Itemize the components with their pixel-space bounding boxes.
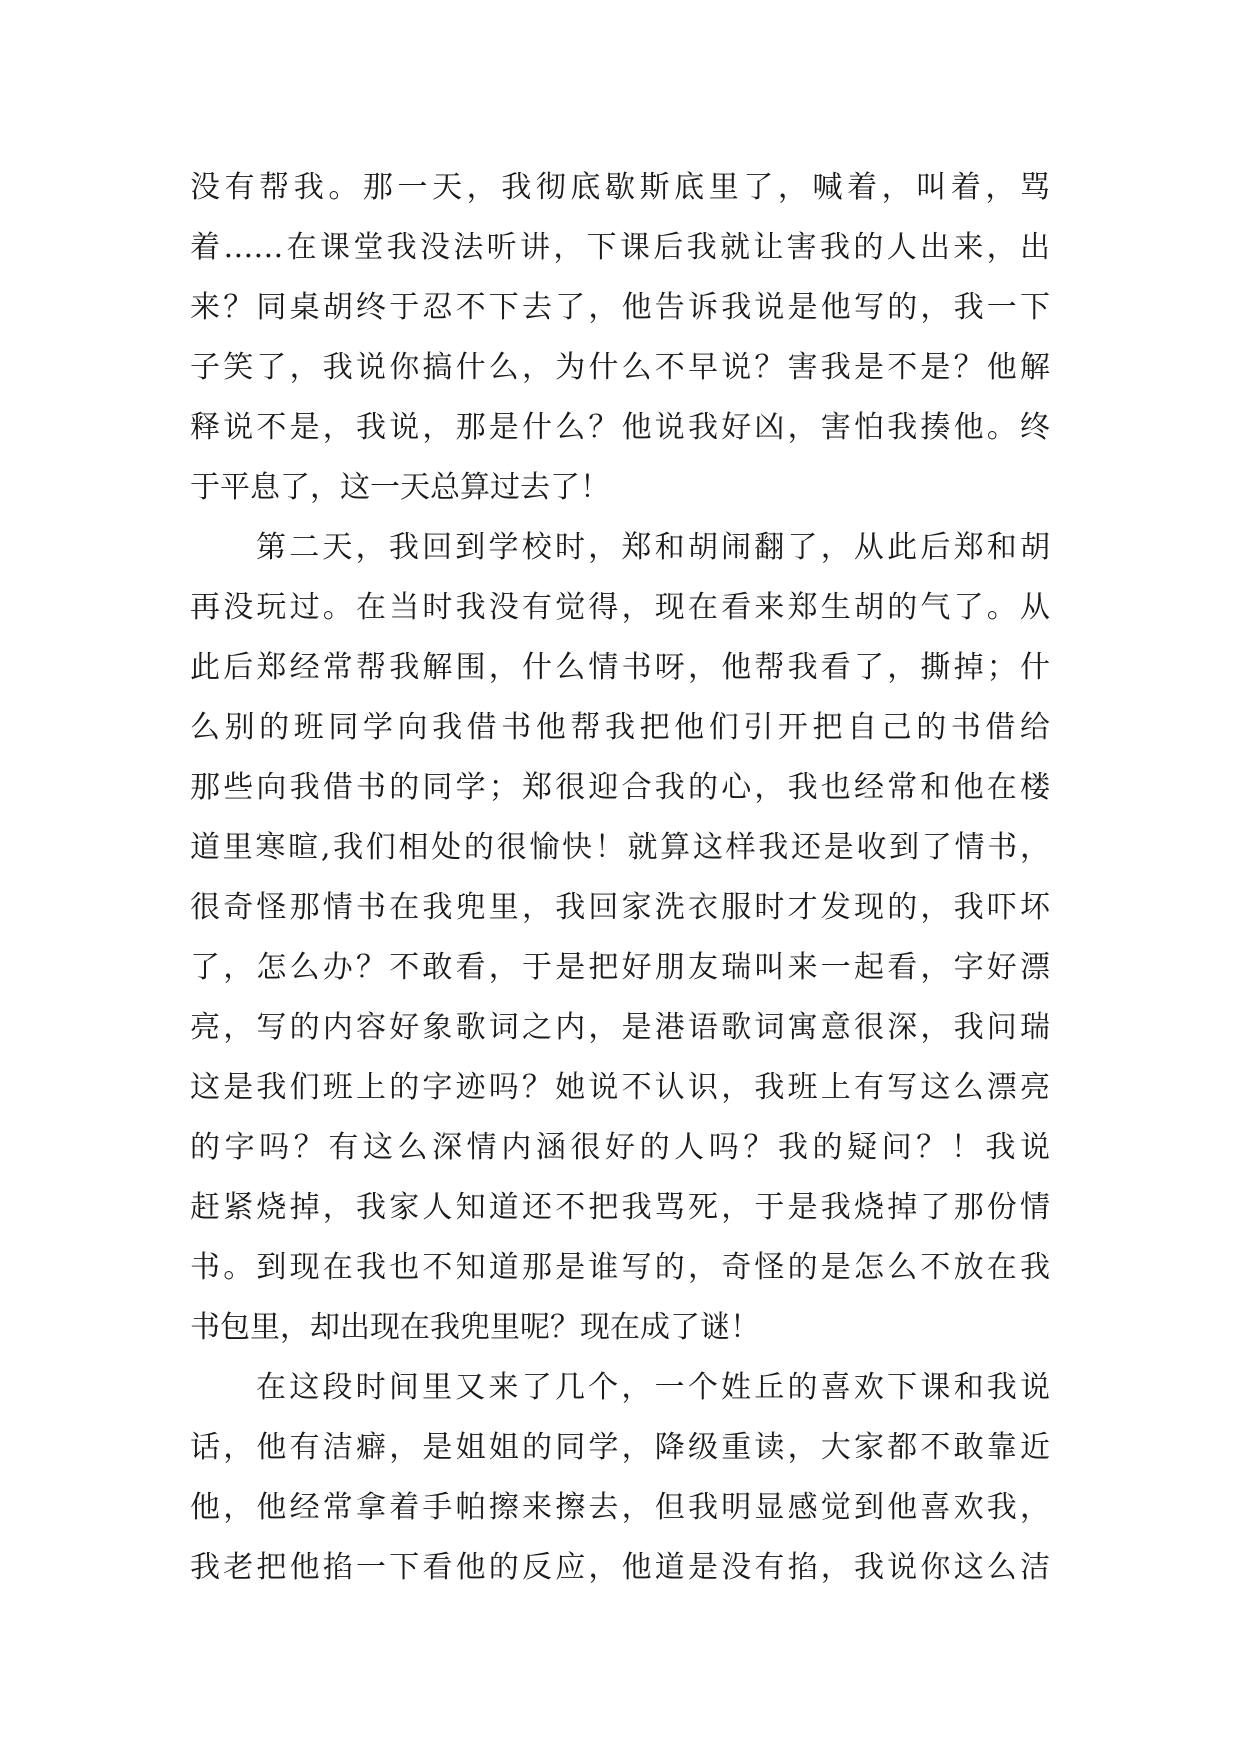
text-line: 那些向我借书的同学；郑很迎合我的心，我也经常和他在楼 bbox=[190, 770, 1050, 805]
text-line: 我老把他掐一下看他的反应，他道是没有掐，我说你这么洁 bbox=[190, 1550, 1050, 1585]
paragraph-first-line: 在这段时间里又来了几个，一个姓丘的喜欢下课和我说 bbox=[256, 1370, 1050, 1405]
text-line: 书。到现在我也不知道那是谁写的，奇怪的是怎么不放在我 bbox=[190, 1250, 1050, 1285]
text-line: 的字吗？有这么深情内涵很好的人吗？我的疑问？！我说 bbox=[190, 1130, 1050, 1165]
text-line: 此后郑经常帮我解围，什么情书呀，他帮我看了，撕掉；什 bbox=[190, 650, 1050, 685]
text-line: 子笑了，我说你搞什么，为什么不早说？害我是不是？他解 bbox=[190, 350, 1050, 385]
text-line: 了，怎么办？不敢看，于是把好朋友瑞叫来一起看，字好漂 bbox=[190, 950, 1050, 985]
text-line: 于平息了，这一天总算过去了！ bbox=[190, 470, 610, 505]
text-line: 道里寒暄,我们相处的很愉快！就算这样我还是收到了情书， bbox=[190, 830, 1050, 865]
text-line: 来？同桌胡终于忍不下去了，他告诉我说是他写的，我一下 bbox=[190, 290, 1050, 325]
text-line: 亮，写的内容好象歌词之内，是港语歌词寓意很深，我问瑞 bbox=[190, 1010, 1050, 1045]
text-line: 着……在课堂我没法听讲，下课后我就让害我的人出来，出 bbox=[190, 230, 1050, 265]
text-line: 么别的班同学向我借书他帮我把他们引开把自己的书借给 bbox=[190, 710, 1050, 745]
text-line: 这是我们班上的字迹吗？她说不认识，我班上有写这么漂亮 bbox=[190, 1070, 1050, 1105]
text-line: 很奇怪那情书在我兜里，我回家洗衣服时才发现的，我吓坏 bbox=[190, 890, 1050, 925]
document-body-text bbox=[190, 158, 1050, 1598]
text-line: 再没玩过。在当时我没有觉得，现在看来郑生胡的气了。从 bbox=[190, 590, 1050, 625]
text-line: 没有帮我。那一天，我彻底歇斯底里了，喊着，叫着，骂 bbox=[190, 170, 1050, 205]
text-line: 赶紧烧掉，我家人知道还不把我骂死，于是我烧掉了那份情 bbox=[190, 1190, 1050, 1225]
text-line: 释说不是，我说，那是什么？他说我好凶，害怕我揍他。终 bbox=[190, 410, 1050, 445]
text-line: 话，他有洁癖，是姐姐的同学，降级重读，大家都不敢靠近 bbox=[190, 1430, 1050, 1465]
text-line: 书包里，却出现在我兜里呢？现在成了谜！ bbox=[190, 1310, 760, 1345]
text-line: 他，他经常拿着手帕擦来擦去，但我明显感觉到他喜欢我， bbox=[190, 1490, 1050, 1525]
paragraph-first-line: 第二天，我回到学校时，郑和胡闹翻了，从此后郑和胡 bbox=[256, 530, 1050, 565]
